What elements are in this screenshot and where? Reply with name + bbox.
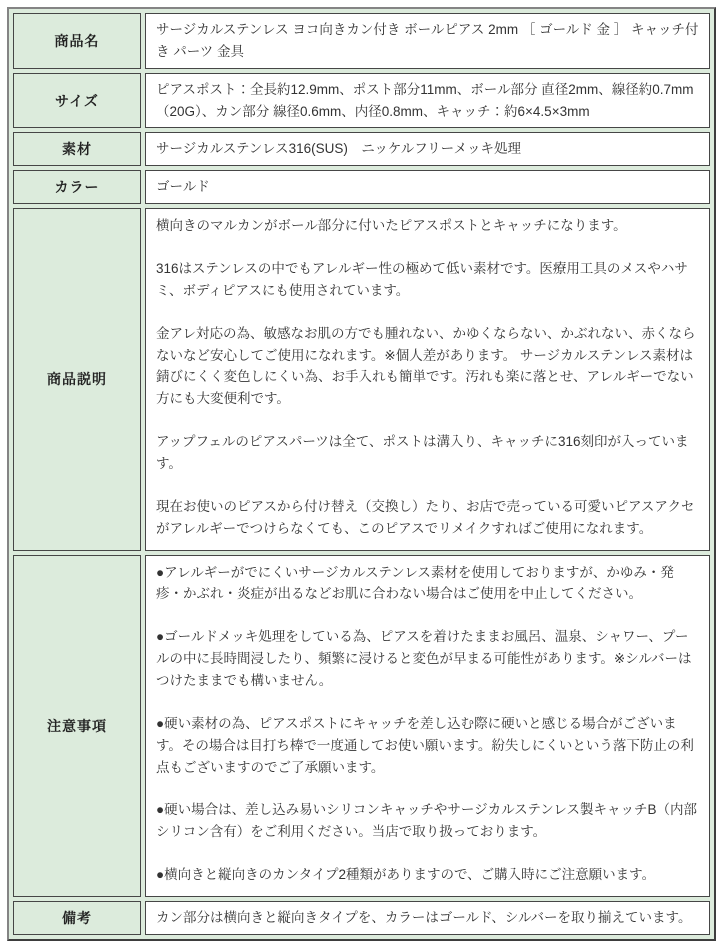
paragraph: ●硬い素材の為、ピアスポストにキャッチを差し込む際に硬いと感じる場合がございます。その場合は目打ち棒で一度通してお使い願います。紛失しにくいという落下防止の利点もございますのでご了承願います。 [156, 715, 694, 775]
paragraph: サージカルステンレス ヨコ向きカン付き ボールピアス 2mm ［ ゴールド 金 ］ キャッチ付き パーツ 金具 [156, 22, 699, 59]
row-label-size: サイズ [13, 73, 141, 129]
spec-row-material [13, 132, 710, 166]
paragraph: 316はステンレスの中でもアレルギー性の極めて低い素材です。医療用工具のメスやハサミ、ボディピアスにも使用されています。 [156, 261, 688, 298]
paragraph: ゴールド [156, 179, 210, 195]
paragraph: アップフェルのピアスパーツは全て、ポストは溝入り、キャッチに316刻印が入っています。 [156, 434, 689, 472]
paragraph: ●横向きと縦向きのカンタイプ2種類がありますので、ご購入時にご注意願います。 [156, 867, 656, 883]
paragraph: ピアスポスト：全長約12.9mm、ポスト部分11mm、ボール部分 直径2mm、線径約0.7mm（20G）、カン部分 線径0.6mm、内径0.8mm、キャッチ：約6×4.5×3mm [156, 81, 694, 119]
paragraph: ●硬い場合は、差し込み易いシリコンキャッチやサージカルステンレス製キャッチB（内部シリコン含有）をご利用ください。当店で取り扱っております。 [156, 802, 698, 840]
paragraph: カン部分は横向きと縦向きタイプを、カラーはゴールド、シルバーを取り揃えています。 [156, 910, 692, 926]
row-label-product-name: 商品名 [13, 13, 141, 69]
row-label-description: 商品説明 [13, 208, 141, 550]
spec-row-size [13, 73, 710, 129]
spec-row-description [13, 208, 710, 550]
row-label-cautions: 注意事項 [13, 555, 141, 897]
row-value-size [145, 73, 710, 129]
row-value-product-name [145, 13, 710, 69]
spec-row-product-name [13, 13, 710, 69]
spec-row-cautions [13, 555, 710, 897]
spec-table-body [13, 13, 710, 935]
row-value-cautions [145, 555, 710, 897]
product-spec-table [7, 7, 716, 941]
row-value-remarks [145, 901, 710, 935]
paragraph: 金アレ対応の為、敏感なお肌の方でも腫れない、かゆくならない、かぶれない、赤くならないなど安心してご使用になれます。※個人差があります。 サージカルステンレス素材は錆びにくく変色しにくい為、お手入れも簡単です。汚れも楽に落とせ、アレルギーでない方にも大変便利です。 [156, 325, 696, 407]
row-value-color [145, 170, 710, 204]
spec-row-color [13, 170, 710, 204]
paragraph: ●アレルギーがでにくいサージカルステンレス素材を使用しておりますが、かゆみ・発疹・かぶれ・炎症が出るなどお肌に合わない場合はご使用を中止してください。 [156, 564, 674, 602]
paragraph: 横向きのマルカンがボール部分に付いたピアスポストとキャッチになります。 [156, 218, 627, 234]
paragraph: ●ゴールドメッキ処理をしている為、ピアスを着けたままお風呂、温泉、シャワー、プールの中に長時間浸したり、頻繁に浸けると変色が早まる可能性があります。※シルバーはつけたままでも構いません。 [156, 629, 692, 689]
paragraph: 現在お使いのピアスから付け替え（交換し）たり、お店で売っている可愛いピアスアクセがアレルギーでつけらなくても、このピアスでリメイクすればご使用になれます。 [156, 498, 695, 536]
row-value-description [145, 208, 710, 550]
row-label-material: 素材 [13, 132, 141, 166]
paragraph: サージカルステンレス316(SUS) ニッケルフリーメッキ処理 [156, 141, 521, 157]
row-label-color: カラー [13, 170, 141, 204]
row-label-remarks: 備考 [13, 901, 141, 935]
spec-row-remarks [13, 901, 710, 935]
row-value-material [145, 132, 710, 166]
